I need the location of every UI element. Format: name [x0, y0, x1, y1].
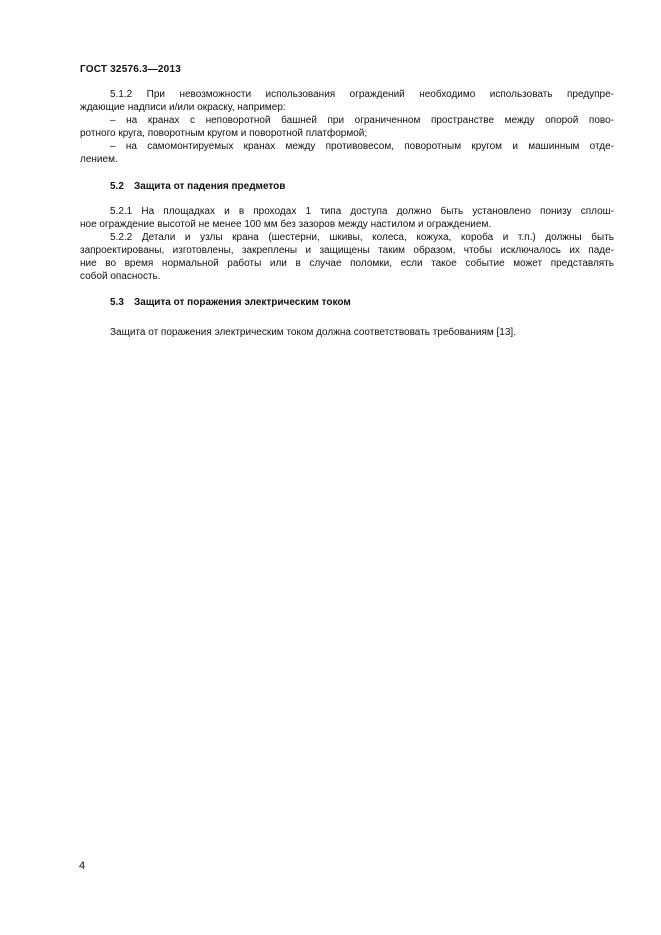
paragraph-line: Защита от поражения электрическим током должна соответствовать требованиям [13].	[110, 327, 516, 338]
paragraph-5-2-1	[80, 205, 614, 231]
paragraph-5-2-2	[80, 231, 614, 283]
paragraph-line: ние во время нормальной работы или в случае поломки, если такое событие может представлять	[80, 258, 614, 269]
section-heading-5-3	[110, 296, 351, 309]
section-title: Защита от падения предметов	[134, 181, 286, 192]
paragraph-line: запроектированы, изготовлены, закреплены и защищены таким образом, чтобы исключалось их паде-	[80, 245, 614, 256]
paragraph-line: 5.2.2 Детали и узлы крана (шестерни, шкивы, колеса, кожуха, короба и т.п.) должны быть	[110, 232, 614, 243]
paragraph-line: собой опасность.	[80, 271, 161, 282]
list-item-line: – на самомонтируемых кранах между противовесом, поворотным кругом и машинным отде-	[110, 141, 614, 152]
standard-code: ГОСТ 32576.3—2013	[80, 64, 181, 75]
list-item-line: – на кранах с неповоротной башней при ограниченном пространстве между опорой пово-	[110, 115, 614, 126]
list-item-line: лением.	[80, 154, 118, 165]
section-number: 5.3	[110, 297, 124, 308]
paragraph-line: ждающие надписи и/или окраску, например:	[80, 102, 286, 113]
paragraph-line: ное ограждение высотой не менее 100 мм без зазоров между настилом и ограждением.	[80, 219, 492, 230]
list-item-line: ротного круга, поворотным кругом и поворотной платформой;	[80, 128, 368, 139]
section-title: Защита от поражения электрическим током	[134, 297, 351, 308]
page-number: 4	[79, 860, 86, 872]
paragraph-line: 5.2.1 На площадках и в проходах 1 типа доступа должно быть установлено понизу сплош-	[110, 206, 614, 217]
paragraph-line: 5.1.2 При невозможности использования ограждений необходимо использовать предупре-	[110, 89, 614, 100]
section-heading-5-2	[110, 180, 285, 193]
paragraph-5-1-2	[80, 88, 614, 166]
paragraph-5-3	[80, 326, 614, 339]
section-number: 5.2	[110, 181, 124, 192]
